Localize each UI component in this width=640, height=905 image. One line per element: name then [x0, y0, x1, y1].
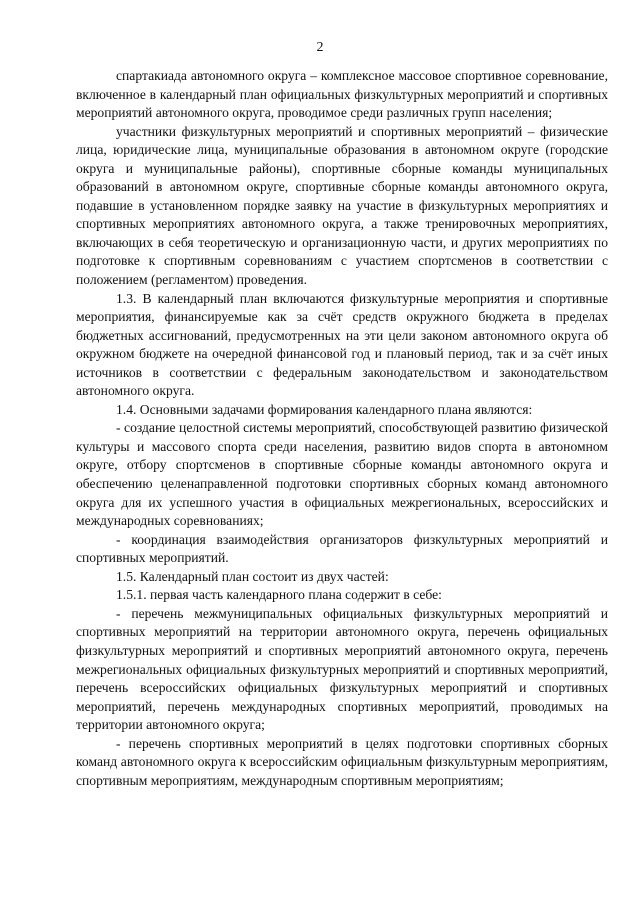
paragraph-task-coordination: - координация взаимодействия организаторов физкультурных мероприятий и спортивных мероприятий.: [76, 531, 608, 566]
document-body: [76, 67, 608, 790]
page-number: 2: [316, 40, 324, 55]
paragraph-spartakiad-definition: спартакиада автономного округа – комплексное массовое спортивное соревнование, включенное в календарный план официальных физкультурных мероприятий и спортивных мероприятий автономного округа, проводимое среди различных групп населения;: [76, 68, 608, 121]
paragraph-1-4: 1.4. Основными задачами формирования календарного плана являются:: [116, 401, 533, 417]
paragraph-1-5: 1.5. Календарный план состоит из двух частей:: [116, 568, 389, 584]
paragraph-1-3: 1.3. В календарный план включаются физкультурные мероприятия и спортивные мероприятия, финансируемые как за счёт средств окружного бюджета в пределах бюджетных ассигнований, предусмотренных на эти цели законом автономного округа об окружном бюджете на очередной финансовой год и плановый период, так и за счёт иных источников в соответствии с федеральным законодательством и законодательством автономного округа.: [76, 290, 608, 399]
paragraph-1-5-1: 1.5.1. первая часть календарного плана содержит в себе:: [116, 587, 442, 603]
paragraph-list-preparation-events: - перечень спортивных мероприятий в целях подготовки спортивных сборных команд автономного округа к всероссийским официальным физкультурным мероприятиям, спортивным мероприятиям, международным спортивным мероприятиям;: [76, 735, 608, 788]
paragraph-participants-definition: участники физкультурных мероприятий и спортивных мероприятий – физические лица, юридические лица, муниципальные образования в автономном округе (городские округа и муниципальные районы), спортивные сборные команды муниципальных образований в автономном округе, спортивные сборные команды автономного округа, подавшие в установленном порядке заявку на участие в физкультурных мероприятиях и спортивных мероприятиях автономного округа, а также тренировочных мероприятиях, включающих в себя теоретическую и организационную части, и других мероприятиях по подготовке к спортивным соревнованиям с участием спортсменов в соответствии с положением (регламентом) проведения.: [76, 123, 608, 288]
paragraph-task-system: - создание целостной системы мероприятий, способствующей развитию физической культуры и массового спорта среди населения, развитию видов спорта в автономном округе, отбору спортсменов в спортивные сборные команды автономного округа и обеспечению целенаправленной подготовки спортивных сборных команд автономного округа для их успешного участия в официальных межрегиональных, всероссийских и международных соревнованиях;: [76, 420, 608, 529]
paragraph-list-official-events: - перечень межмуниципальных официальных физкультурных мероприятий и спортивных мероприятий на территории автономного округа, перечень официальных физкультурных мероприятий и спортивных мероприятий автономного округа, перечень межрегиональных официальных физкультурных мероприятий и спортивных мероприятий, перечень всероссийских официальных физкультурных мероприятий и спортивных мероприятий, перечень международных спортивных мероприятий, проводимых на территории автономного округа;: [76, 605, 608, 733]
